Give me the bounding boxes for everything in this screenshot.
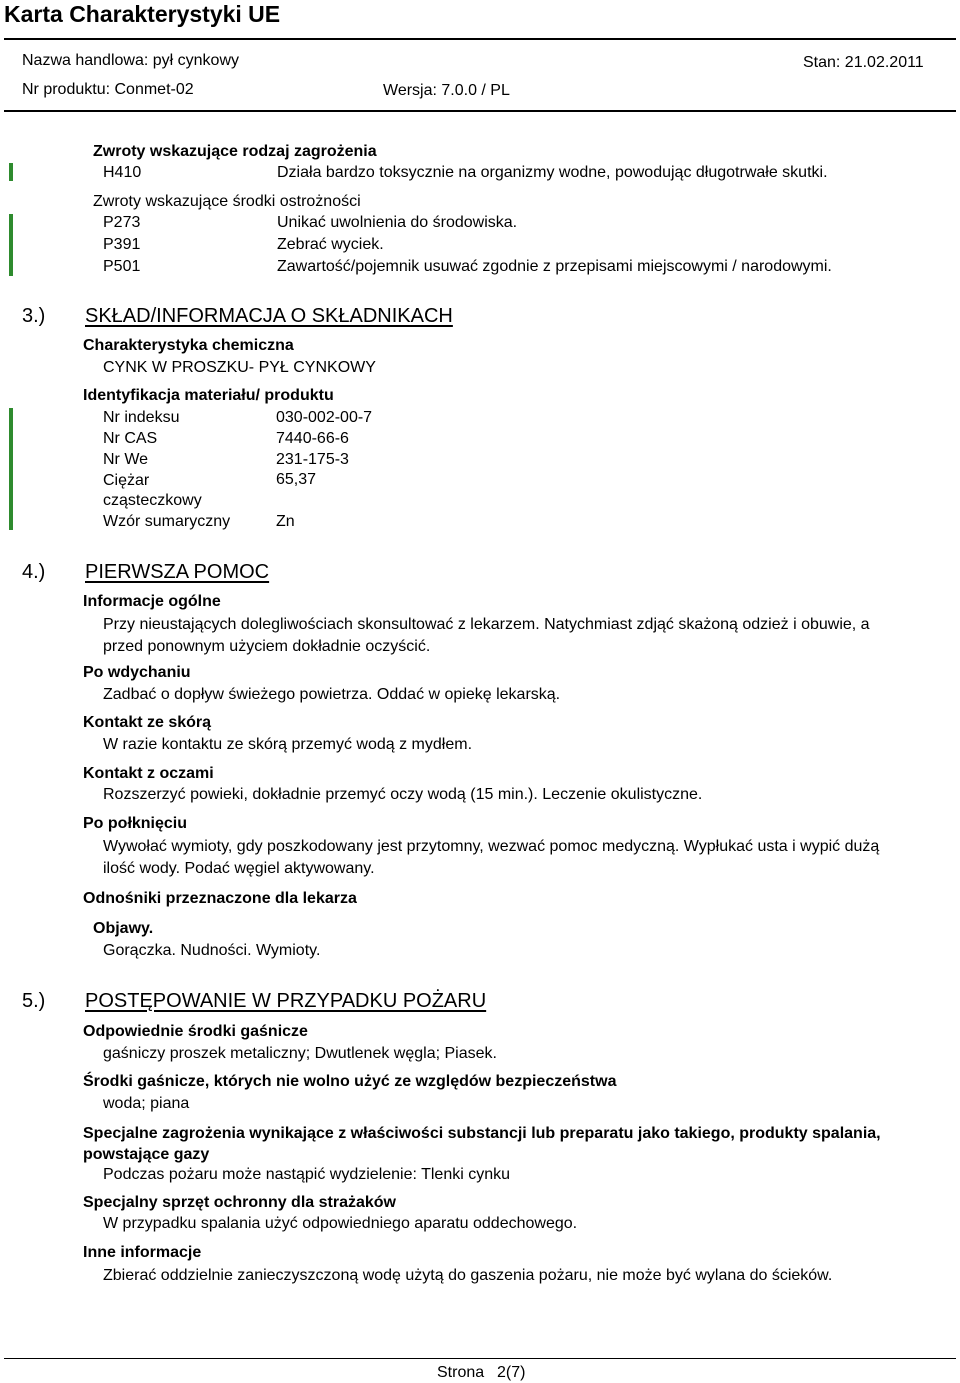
footer-rule bbox=[4, 1358, 956, 1359]
id-label: Nr CAS bbox=[103, 430, 158, 447]
precaution-code: P391 bbox=[103, 236, 141, 253]
id-label: Nr We bbox=[103, 451, 149, 468]
change-bar bbox=[9, 214, 13, 276]
change-bar bbox=[9, 163, 13, 181]
symptoms-text: Gorączka. Nudności. Wymioty. bbox=[103, 942, 321, 959]
general-info-heading: Informacje ogólne bbox=[83, 593, 221, 610]
precaution-text: Zebrać wyciek. bbox=[277, 236, 384, 253]
hazard-statements-heading: Zwroty wskazujące rodzaj zagrożenia bbox=[93, 143, 377, 160]
ingestion-text: Wywołać wymioty, gdy poszkodowany jest przytomny, wezwać pomoc medyczną. Wypłukać usta i wypić dużą ilość wody. Podać węgiel aktywowany. bbox=[103, 838, 880, 877]
section-5-number: 5.) bbox=[22, 990, 46, 1012]
product-number: Nr produktu: Conmet-02 bbox=[22, 81, 194, 98]
skin-contact-text: W razie kontaktu ze skórą przemyć wodą z mydłem. bbox=[103, 736, 473, 753]
hazard-text: Działa bardzo toksycznie na organizmy wodne, powodując długotrwałe skutki. bbox=[277, 164, 828, 181]
hazard-code: H410 bbox=[103, 164, 142, 181]
change-bar bbox=[9, 408, 13, 530]
precaution-code: P273 bbox=[103, 214, 141, 231]
id-value: Zn bbox=[276, 513, 295, 530]
id-label: Nr indeksu bbox=[103, 409, 180, 426]
unsuitable-media-text: woda; piana bbox=[103, 1095, 190, 1112]
id-value: 231-175-3 bbox=[276, 451, 349, 468]
general-info-text: Przy nieustających dolegliwościach skonsultować z lekarzem. Natychmiast zdjąć skażoną odzież i obuwie, a przed ponownym użyciem dokładnie oczyścić. bbox=[103, 616, 870, 655]
symptoms-heading: Objawy. bbox=[93, 920, 154, 937]
doctor-notes-heading: Odnośniki przeznaczone dla lekarza bbox=[83, 890, 357, 907]
precaution-text: Zawartość/pojemnik usuwać zgodnie z przepisami miejscowymi / narodowymi. bbox=[277, 258, 832, 275]
ingestion-heading: Po połknięciu bbox=[83, 815, 188, 832]
header-rule-bottom bbox=[4, 110, 956, 112]
document-title: Karta Charakterystyki UE bbox=[4, 1, 281, 27]
inhalation-text: Zadbać o dopływ świeżego powietrza. Oddać w opiekę lekarską. bbox=[103, 686, 561, 703]
eye-contact-text: Rozszerzyć powieki, dokładnie przemyć oczy wodą (15 min.). Leczenie okulistyczne. bbox=[103, 786, 703, 803]
skin-contact-heading: Kontakt ze skórą bbox=[83, 714, 212, 731]
extinguishing-media-text: gaśniczy proszek metaliczny; Dwutlenek węgla; Piasek. bbox=[103, 1045, 497, 1062]
special-hazards-heading: Specjalne zagrożenia wynikające z właściwości substancji lub preparatu jako takiego, produkty spalania, powstające gazy bbox=[83, 1125, 881, 1163]
inhalation-heading: Po wdychaniu bbox=[83, 664, 191, 681]
precaution-statements-heading: Zwroty wskazujące środki ostrożności bbox=[93, 193, 361, 210]
id-label: Wzór sumaryczny bbox=[103, 513, 231, 530]
section-4-number: 4.) bbox=[22, 561, 46, 583]
page-label: Strona bbox=[437, 1364, 485, 1381]
chem-characterization-text: CYNK W PROSZKU- PYŁ CYNKOWY bbox=[103, 359, 376, 376]
chem-characterization-heading: Charakterystyka chemiczna bbox=[83, 337, 294, 354]
extinguishing-media-heading: Odpowiednie środki gaśnicze bbox=[83, 1023, 308, 1040]
header-rule-top bbox=[4, 38, 956, 40]
other-info-heading: Inne informacje bbox=[83, 1244, 202, 1261]
firefighter-equipment-text: W przypadku spalania użyć odpowiedniego aparatu oddechowego. bbox=[103, 1215, 578, 1232]
eye-contact-heading: Kontakt z oczami bbox=[83, 765, 214, 782]
special-hazards-text: Podczas pożaru może nastąpić wydzielenie: Tlenki cynku bbox=[103, 1166, 511, 1183]
other-info-text: Zbierać oddzielnie zanieczyszczoną wodę użytą do gaszenia pożaru, nie może być wylana do ścieków. bbox=[103, 1267, 833, 1284]
trade-name: Nazwa handlowa: pył cynkowy bbox=[22, 52, 239, 69]
section-3-title: SKŁAD/INFORMACJA O SKŁADNIKACH bbox=[85, 305, 453, 327]
firefighter-equipment-heading: Specjalny sprzęt ochronny dla strażaków bbox=[83, 1194, 396, 1211]
id-label: Ciężar cząsteczkowy bbox=[103, 472, 202, 509]
identification-heading: Identyfikacja materiału/ produktu bbox=[83, 387, 334, 404]
unsuitable-media-heading: Środki gaśnicze, których nie wolno użyć ze względów bezpieczeństwa bbox=[83, 1073, 617, 1090]
precaution-code: P501 bbox=[103, 258, 141, 275]
status-date: Stan: 21.02.2011 bbox=[803, 54, 924, 71]
id-value: 7440-66-6 bbox=[276, 430, 349, 447]
id-value: 030-002-00-7 bbox=[276, 409, 373, 426]
page-number: 2(7) bbox=[497, 1364, 526, 1381]
section-3-number: 3.) bbox=[22, 305, 46, 327]
id-value: 65,37 bbox=[276, 471, 317, 488]
precaution-text: Unikać uwolnienia do środowiska. bbox=[277, 214, 518, 231]
section-4-title: PIERWSZA POMOC bbox=[85, 561, 270, 583]
section-5-title: POSTĘPOWANIE W PRZYPADKU POŻARU bbox=[85, 990, 487, 1012]
version: Wersja: 7.0.0 / PL bbox=[383, 82, 510, 99]
